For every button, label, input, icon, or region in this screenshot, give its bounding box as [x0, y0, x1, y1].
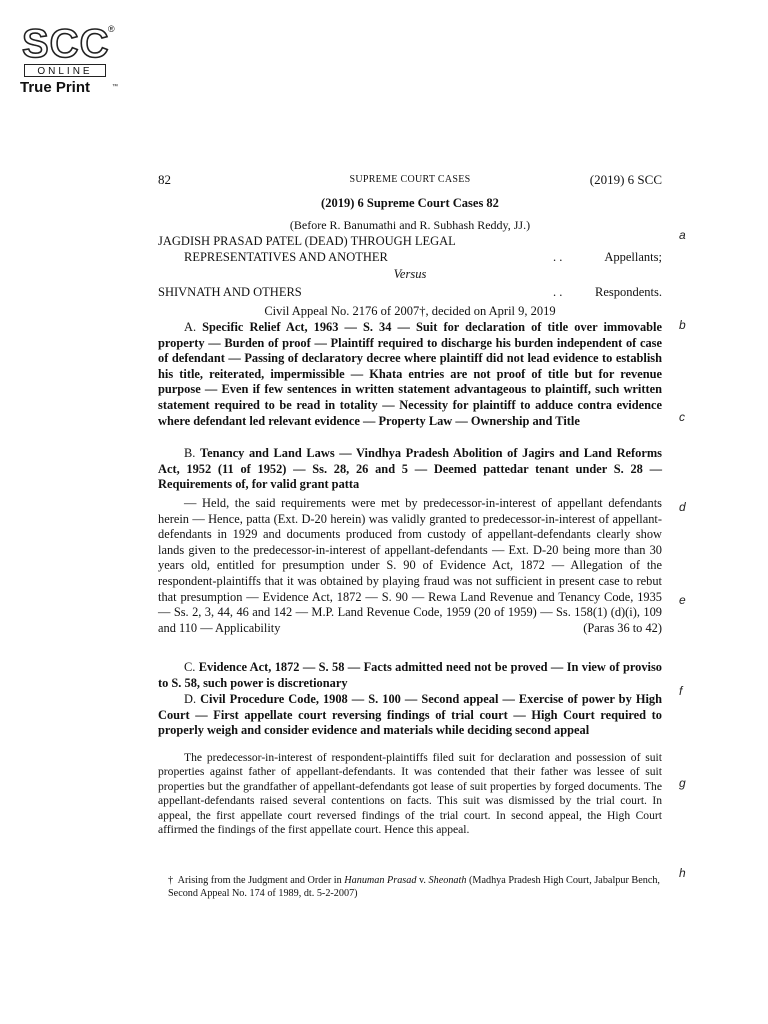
reporter-name: SUPREME COURT CASES	[349, 174, 471, 185]
margin-letter-c: c	[679, 410, 685, 424]
logo-true-print-text: True Print	[20, 79, 91, 96]
headnote-c-label: C.	[184, 660, 196, 674]
parties-respondent	[158, 285, 662, 301]
running-header	[158, 172, 662, 190]
margin-letter-h: h	[679, 866, 686, 880]
appellant-line-1: JAGDISH PRASAD PATEL (DEAD) THROUGH LEGAL	[158, 234, 456, 248]
headnote-d-text: Civil Procedure Code, 1908 — S. 100 — Second appeal — Exercise of power by High Court — First appellate court reversing findings of trial court — High Court required to properly weigh and consider evidence and materials while deciding second appeal	[158, 692, 662, 738]
facts-paragraph: The predecessor-in-interest of respondent-plaintiffs filed suit for declaration and possession of suit properties against father of appellant-defendants. It was contended that their father was lessee of suit properties but the grandfather of appellant-defendants got lease of suit properties by forged documents. The appellant-defendants raised several contentions on facts. This suit was dismissed by the trial court. In appeal, the first appellate court reversed findings of the trial court. In second appeal, the High Court affirmed the findings of the first appellate court. Hence this appeal.	[158, 751, 662, 837]
headnote-a	[158, 320, 662, 429]
margin-letter-a: a	[679, 228, 686, 242]
headnote-a-text: Specific Relief Act, 1963 — S. 34 — Suit for declaration of title over immovable property — Burden of proof — Plaintiff required to discharge his burden independent of case of defendant — Passing of declaratory decree where plaintiff did not lead evidence to establish his title, reiterated, impermissible — Khata entries are not proof of title but for revenue purpose — Even if few sentences in written statement advantageous to plaintiff, such written statement required to be read in totality — Necessity for plaintiff to adduce contra evidence where defendant led relevant evidence — Property Law — Ownership and Title	[158, 320, 662, 428]
footnote-post: (Madhya Pradesh High Court, Jabalpur Bench, Second Appeal No. 174 of 1989, dt. 5-2-2007)	[168, 875, 660, 899]
respondent-role: Respondents.	[594, 285, 662, 299]
headnote-a-label: A.	[184, 320, 197, 334]
headnote-b-label: B.	[184, 446, 196, 460]
headnote-c	[158, 660, 662, 691]
margin-letter-b: b	[679, 318, 686, 332]
scc-online-logo	[20, 24, 120, 96]
page-number: 82	[158, 172, 171, 187]
versus: Versus	[393, 267, 427, 281]
appellant-line-2: REPRESENTATIVES AND ANOTHER	[184, 250, 388, 264]
headnote-b	[158, 446, 662, 493]
headnote-d-label: D.	[184, 692, 197, 706]
logo-trademark: ™	[112, 84, 118, 90]
footnote-mark: †	[168, 875, 174, 886]
footnote	[158, 874, 662, 900]
respondent-dots: . .	[553, 285, 563, 299]
header-citation: (2019) 6 SCC	[589, 172, 662, 187]
headnote-b-held	[158, 496, 662, 636]
headnote-d	[158, 692, 662, 739]
case-title: (2019) 6 Supreme Court Cases 82	[321, 196, 499, 210]
footnote-v: v.	[419, 875, 426, 886]
bench: (Before R. Banumathi and R. Subhash Reddy, JJ.)	[289, 218, 531, 232]
appellant-role: Appellants;	[604, 250, 662, 264]
logo-online-text: ONLINE	[24, 64, 106, 77]
margin-letter-e: e	[679, 593, 686, 607]
respondent-name: SHIVNATH AND OTHERS	[158, 285, 302, 299]
headnote-b-held-text: — Held, the said requirements were met by predecessor-in-interest of appellant defendants herein — Hence, patta (Ext. D-20 herein) was validly granted to predecessor-in-interest of appellant-defendants in 1929 and documents produced from custody of appellant-defendants clearly show lands given to the predecessor-in-interest of appellant-defendants — Ext. D-20 being more than 30 years old, entitled for presumption under S. 90 of Evidence Act, 1872 — Allegation of the respondent-plaintiffs that it was obtained by playing fraud was not sufficient in present case to rebut that presumption — Evidence Act, 1872 — S. 90 — Rewa Land Revenue and Tenancy Code, 1935 — Ss. 2, 3, 44, 46 and 142 — M.P. Land Revenue Code, 1959 (20 of 1959) — Ss. 158(1) (d)(i), 109 and 110 — Applicability	[158, 496, 662, 635]
headnote-c-text: Evidence Act, 1872 — S. 58 — Facts admitted need not be proved — In view of proviso to S. 58, such power is discretionary	[158, 660, 662, 690]
margin-letter-g: g	[679, 776, 686, 790]
logo-registered-mark: ®	[108, 24, 115, 34]
footnote-case-2: Sheonath	[428, 875, 467, 886]
parties-appellant	[158, 234, 662, 266]
headnote-b-text: Tenancy and Land Laws — Vindhya Pradesh Abolition of Jagirs and Land Reforms Act, 1952 (11 of 1952) — Ss. 28, 26 and 5 — Deemed pattedar tenant under S. 28 — Requirements of, for valid grant patta	[158, 446, 662, 492]
headnote-b-paras: (Paras 36 to 42)	[583, 620, 662, 635]
footnote-case-1: Hanuman Prasad	[344, 875, 417, 886]
appellant-dots: . .	[553, 250, 563, 264]
logo-scc-text: SCC	[22, 22, 110, 66]
margin-letter-f: f	[679, 684, 683, 698]
appeal-info: Civil Appeal No. 2176 of 2007†, decided on April 9, 2019	[264, 304, 556, 318]
margin-letter-d: d	[679, 500, 686, 514]
footnote-pre: Arising from the Judgment and Order in	[177, 875, 342, 886]
